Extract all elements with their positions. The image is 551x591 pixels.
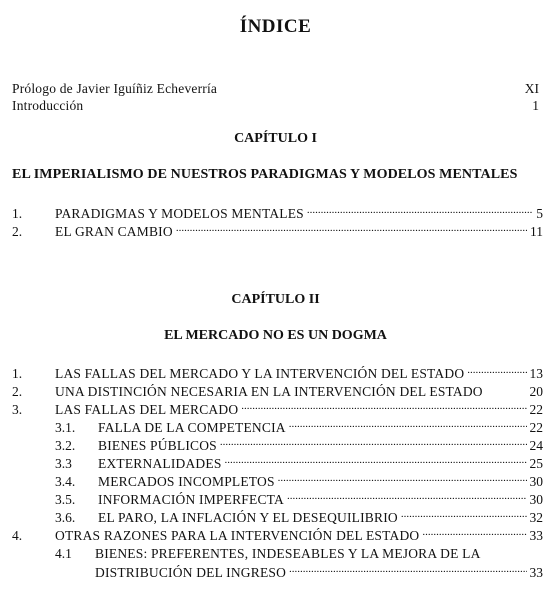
toc-entry-text: Prólogo de Javier Iguíñiz Echeverría bbox=[12, 81, 218, 96]
toc-entry-page: 33 bbox=[529, 528, 543, 543]
toc-entry[interactable] bbox=[12, 222, 543, 240]
leader-dots bbox=[484, 544, 540, 558]
leader-dots bbox=[307, 204, 533, 218]
toc-entry-page: 22 bbox=[529, 402, 543, 417]
toc-entry-page: 5 bbox=[536, 206, 543, 221]
chapter-2-label: CAPÍTULO II bbox=[231, 292, 320, 307]
toc-entry[interactable] bbox=[12, 364, 543, 382]
toc-entry-text: BIENES: PREFERENTES, INDESEABLES Y LA MEJORA DE LA bbox=[95, 546, 481, 561]
toc-subentry[interactable] bbox=[55, 454, 543, 472]
toc-entry-page: 1 bbox=[532, 98, 539, 113]
toc-entry-text: EXTERNALIDADES bbox=[98, 456, 222, 471]
toc-entry-text: INFORMACIÓN IMPERFECTA bbox=[98, 492, 284, 507]
leader-dots bbox=[225, 454, 527, 468]
toc-entry-prologue[interactable] bbox=[12, 79, 539, 97]
toc-entry-number: 3.5. bbox=[55, 492, 76, 507]
toc-entry-text: EL GRAN CAMBIO bbox=[55, 224, 173, 239]
toc-entry-text: LAS FALLAS DEL MERCADO bbox=[55, 402, 239, 417]
toc-entry-number: 4. bbox=[12, 528, 23, 543]
toc-entry-page: 20 bbox=[529, 384, 543, 399]
toc-entry-text: UNA DISTINCIÓN NECESARIA EN LA INTERVENCIÓN DEL ESTADO bbox=[55, 384, 483, 399]
toc-subentry[interactable] bbox=[55, 544, 543, 562]
toc-entry-text: OTRAS RAZONES PARA LA INTERVENCIÓN DEL ESTADO bbox=[55, 528, 420, 543]
toc-entry-number: 4.1 bbox=[55, 546, 72, 561]
toc-entry-page: 24 bbox=[529, 438, 543, 453]
leader-dots bbox=[422, 526, 526, 540]
toc-entry-text: LAS FALLAS DEL MERCADO Y LA INTERVENCIÓN DEL ESTADO bbox=[55, 366, 465, 381]
toc-subentry-continued[interactable] bbox=[55, 563, 543, 581]
toc-subentry[interactable] bbox=[55, 436, 543, 454]
toc-entry[interactable] bbox=[12, 382, 543, 400]
toc-entry-page: 22 bbox=[529, 420, 543, 435]
toc-entry-page: 32 bbox=[529, 510, 543, 525]
toc-entry-text: MERCADOS INCOMPLETOS bbox=[98, 474, 275, 489]
leader-dots bbox=[401, 508, 527, 522]
toc-entry-text: DISTRIBUCIÓN DEL INGRESO bbox=[95, 565, 287, 580]
toc-entry-number: 1. bbox=[12, 206, 23, 221]
leader-dots bbox=[467, 364, 526, 378]
toc-entry-page: 13 bbox=[529, 366, 543, 381]
toc-entry-text: Introducción bbox=[12, 98, 84, 113]
chapter-1-label: CAPÍTULO I bbox=[234, 131, 317, 146]
leader-dots bbox=[287, 490, 527, 504]
toc-subentry[interactable] bbox=[55, 472, 543, 490]
toc-entry-page: 11 bbox=[530, 224, 543, 239]
toc-subentry[interactable] bbox=[55, 490, 543, 508]
leader-dots bbox=[220, 436, 527, 450]
toc-entry-number: 2. bbox=[12, 384, 23, 399]
toc-entry-number: 2. bbox=[12, 224, 23, 239]
toc-entry-number: 3.4. bbox=[55, 474, 76, 489]
leader-dots bbox=[220, 79, 522, 93]
toc-entry-number: 1. bbox=[12, 366, 23, 381]
toc-entry-page: 30 bbox=[529, 474, 543, 489]
page-title: ÍNDICE bbox=[239, 16, 312, 37]
toc-entry-page: 33 bbox=[529, 565, 543, 580]
toc-entry-number: 3. bbox=[12, 402, 23, 417]
leader-dots bbox=[86, 96, 529, 110]
toc-entry-page: 30 bbox=[529, 492, 543, 507]
chapter-2-heading: EL MERCADO NO ES UN DOGMA bbox=[164, 328, 387, 343]
toc-entry[interactable] bbox=[12, 204, 543, 222]
toc-entry-number: 3.1. bbox=[55, 420, 76, 435]
toc-entry[interactable] bbox=[12, 526, 543, 544]
toc-entry-page: XI bbox=[524, 81, 539, 96]
leader-dots bbox=[486, 382, 527, 396]
chapter-1-heading: EL IMPERIALISMO DE NUESTROS PARADIGMAS Y MODELOS MENTALES bbox=[12, 167, 518, 182]
leader-dots bbox=[278, 472, 527, 486]
toc-entry-number: 3.6. bbox=[55, 510, 76, 525]
leader-dots bbox=[289, 418, 527, 432]
toc-entry-number: 3.3 bbox=[55, 456, 72, 471]
toc-entry[interactable] bbox=[12, 400, 543, 418]
toc-entry-text: EL PARO, LA INFLACIÓN Y EL DESEQUILIBRIO bbox=[98, 510, 398, 525]
toc-subentry[interactable] bbox=[55, 418, 543, 436]
leader-dots bbox=[176, 222, 527, 236]
leader-dots bbox=[241, 400, 526, 414]
toc-entry-text: PARADIGMAS Y MODELOS MENTALES bbox=[55, 206, 304, 221]
toc-entry-number: 3.2. bbox=[55, 438, 76, 453]
toc-entry-text: FALLA DE LA COMPETENCIA bbox=[98, 420, 286, 435]
leader-dots bbox=[289, 563, 526, 577]
toc-entry-page: 25 bbox=[529, 456, 543, 471]
toc-entry-text: BIENES PÚBLICOS bbox=[98, 438, 217, 453]
toc-entry-introduction[interactable] bbox=[12, 96, 539, 114]
toc-subentry[interactable] bbox=[55, 508, 543, 526]
